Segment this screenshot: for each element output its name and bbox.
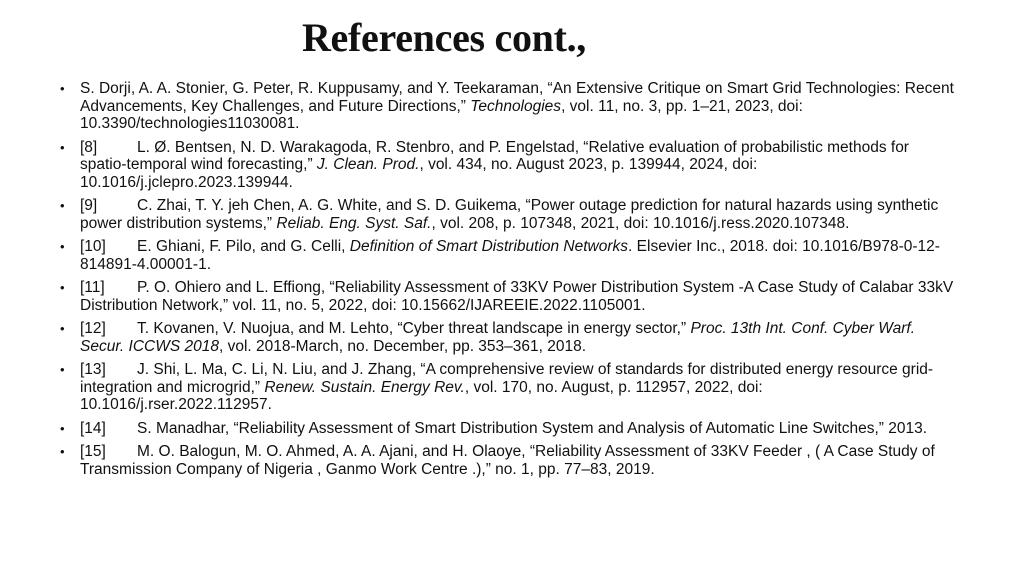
reference-text: J. Shi, L. Ma, C. Li, N. Liu, and J. Zhang, “A comprehensive review of standards for distributed energy resource grid-integration and microgrid,” <box>80 361 934 396</box>
reference-source-italic: Proc. 13th Int. Conf. Cyber Warf. Secur. ICCWS 2018 <box>80 320 916 355</box>
reference-item <box>58 238 958 273</box>
reference-text: L. Ø. Bentsen, N. D. Warakagoda, R. Stenbro, and P. Engelstad, “Relative evaluation of probabilistic methods for spatio-temporal wind forecasting,” <box>80 138 909 173</box>
reference-number: [10] <box>80 238 106 255</box>
reference-number: [11] <box>80 279 105 296</box>
reference-number: [15] <box>80 443 106 460</box>
reference-number: [13] <box>80 361 106 378</box>
reference-number: [9] <box>80 197 98 214</box>
reference-text-tail: , vol. 208, p. 107348, 2021, doi: 10.1016/j.ress.2020.107348. <box>431 214 850 232</box>
reference-text: T. Kovanen, V. Nuojua, and M. Lehto, “Cyber threat landscape in energy sector,” <box>137 320 691 337</box>
reference-text-tail: , vol. 2018-March, no. December, pp. 353–361, 2018. <box>218 337 587 355</box>
bullet-icon: • <box>60 139 65 155</box>
reference-number: [8] <box>80 138 98 156</box>
bullet-icon: • <box>60 280 65 295</box>
bullet-icon: • <box>60 321 65 336</box>
reference-text: S. Manadhar, “Reliability Assessment of Smart Distribution System and Analysis of Automatic Line Switches,” 2013. <box>137 419 928 437</box>
bullet-icon: • <box>60 444 65 459</box>
reference-text: C. Zhai, T. Y. jeh Chen, A. G. White, and S. D. Guikema, “Power outage prediction for natural hazards using synthetic power distribution systems,” <box>80 197 939 232</box>
reference-number: [12] <box>80 320 106 337</box>
reference-item <box>58 197 958 232</box>
bullet-icon: • <box>60 362 65 377</box>
reference-item <box>58 139 958 192</box>
reference-source-italic: Definition of Smart Distribution Networks <box>349 238 629 255</box>
reference-source-italic: J. Clean. Prod. <box>316 156 420 173</box>
bullet-icon: • <box>60 81 65 96</box>
reference-text-tail: , vol. 170, no. August, p. 112957, 2022, doi: 10.1016/j.rser.2022.112957. <box>80 378 763 413</box>
reference-text: M. O. Balogun, M. O. Ahmed, A. A. Ajani, and H. Olaoye, “Reliability Assessment of 33KV Feeder , ( A Case Study of Transmission Company of Nigeria , Ganmo Work Centre .),” no. 1, pp. 77–83, 2019. <box>80 443 935 478</box>
reference-item <box>58 80 958 133</box>
reference-text: E. Ghiani, F. Pilo, and G. Celli, <box>137 238 350 255</box>
reference-item <box>58 361 958 414</box>
reference-source-italic: Technologies <box>470 97 562 115</box>
slide-title: References cont., <box>301 15 587 60</box>
reference-item <box>58 320 958 355</box>
reference-item <box>58 443 958 478</box>
reference-source-italic: Reliab. Eng. Syst. Saf. <box>276 214 432 232</box>
reference-text: S. Dorji, A. A. Stonier, G. Peter, R. Kuppusamy, and Y. Teekaraman, “An Extensive Critique on Smart Grid Technologies: Recent Advancements, Key Challenges, and Future Directions,” <box>80 80 954 115</box>
reference-item <box>58 279 958 314</box>
bullet-icon: • <box>60 420 65 436</box>
reference-text-tail: , vol. 434, no. August 2023, p. 139944, 2024, doi: 10.1016/j.jclepro.2023.139944. <box>80 156 758 191</box>
reference-text-tail: , vol. 11, no. 3, pp. 1–21, 2023, doi: 10.3390/technologies11030081. <box>80 97 803 132</box>
reference-item <box>58 420 958 438</box>
reference-number: [14] <box>80 419 106 437</box>
bullet-icon: • <box>60 198 65 213</box>
bullet-icon: • <box>60 239 65 254</box>
reference-list <box>58 80 958 484</box>
reference-text-tail: . Elsevier Inc., 2018. doi: 10.1016/B978-0-12-814891-4.00001-1. <box>80 238 940 273</box>
reference-source-italic: Renew. Sustain. Energy Rev. <box>264 378 465 396</box>
reference-text: P. O. Ohiero and L. Effiong, “Reliability Assessment of 33KV Power Distribution System -A Case Study of Calabar 33kV Distribution Network,” vol. 11, no. 5, 2022, doi: 10.15662/IJAREEIE.2022.1105001. <box>80 279 954 314</box>
